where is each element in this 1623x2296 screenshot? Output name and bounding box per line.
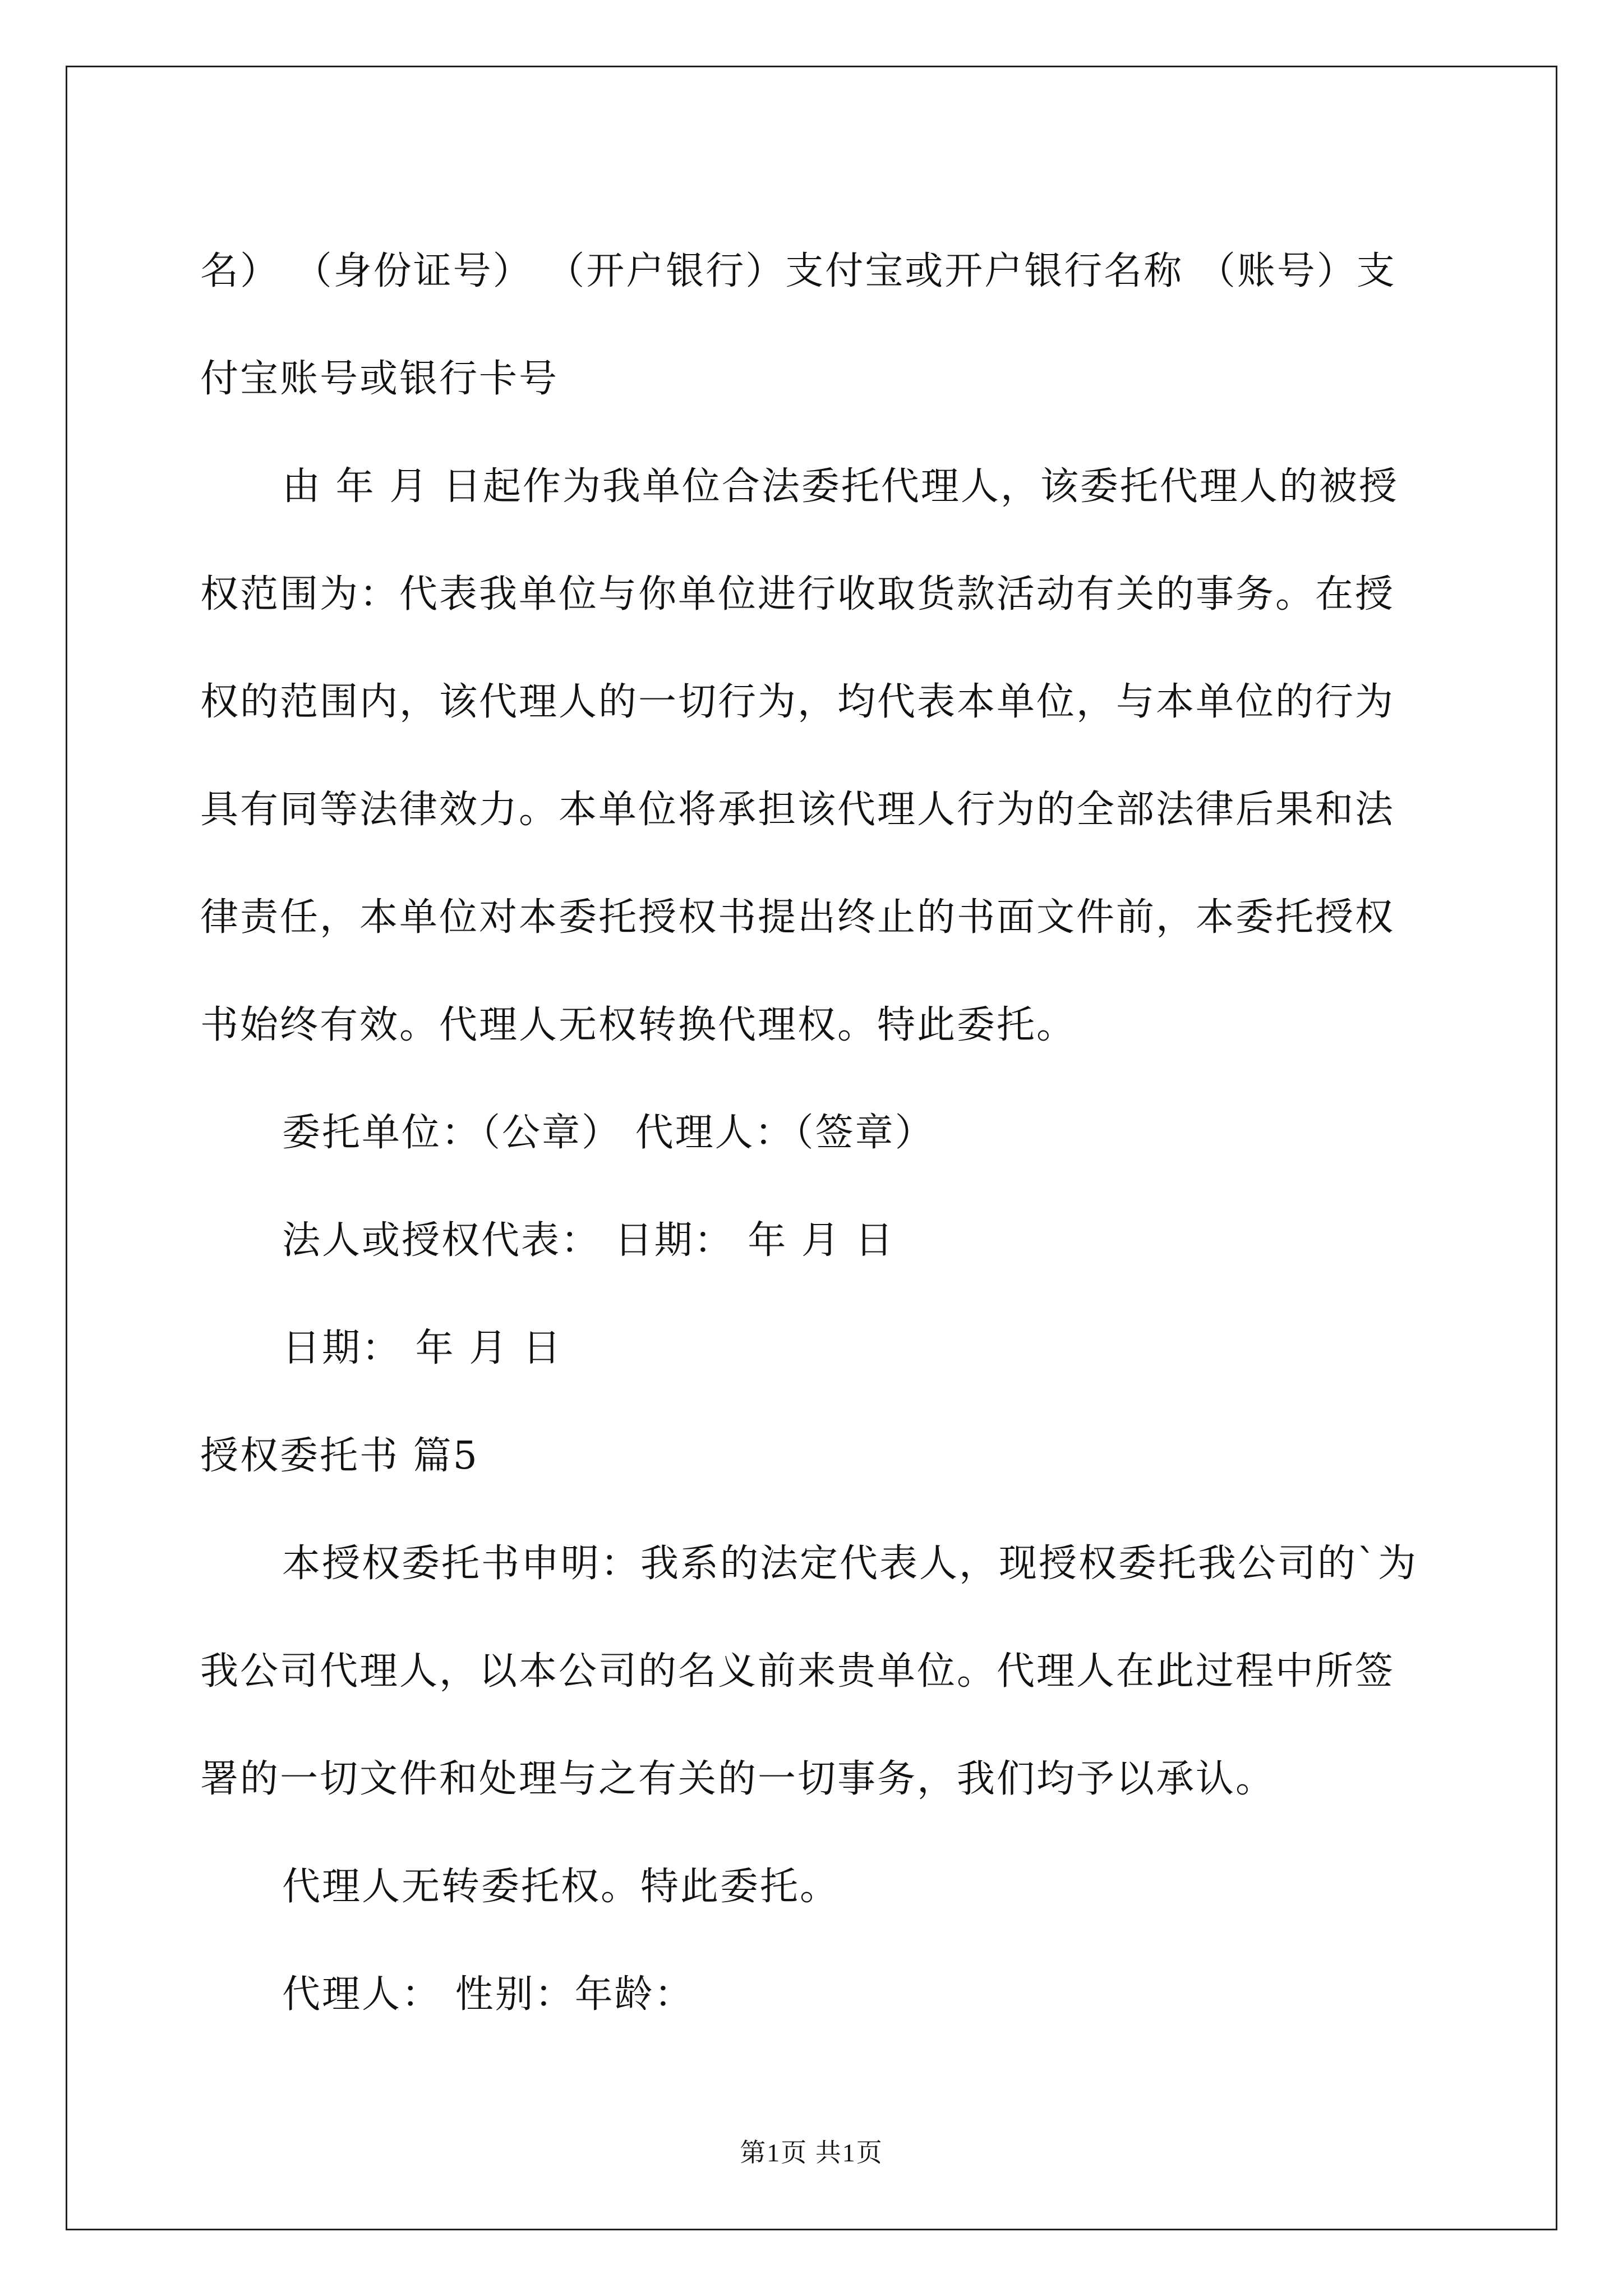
paragraph-signatures: 委托单位：（公章） 代理人：（签章） [282, 1111, 935, 1155]
paragraph-no-subdelegation: 代理人无转委托权。特此委托。 [282, 1865, 840, 1909]
paragraph-account-info: 名） （身份证号） （开户银行）支付宝或开户银行名称 （账号）支付宝账号或银行卡号 [200, 249, 1396, 401]
paragraph-declaration: 本授权委托书申明：我系的法定代表人，现授权委托我公司的`为我公司代理人，以本公司的名义前来贵单位。代理人在此过程中所签署的一切文件和处理与之有关的一切事务，我们均予以承认。 [200, 1542, 1418, 1801]
paragraph-agent-fields: 代理人： 性别：年龄： [282, 1972, 694, 2017]
page-footer: 第1页 共1页 [740, 2138, 883, 2167]
document-body [200, 218, 1434, 2049]
section-heading: 授权委托书 篇5 [200, 1434, 479, 1478]
paragraph-date: 日期： 年 月 日 [282, 1326, 562, 1370]
paragraph-authorization-scope: 由 年 月 日起作为我单位合法委托代理人，该委托代理人的被授权范围为：代表我单位与你单位进行收取货款活动有关的事务。在授权的范围内，该代理人的一切行为，均代表本单位，与本单位的行为具有同等法律效力。本单位将承担该代理人行为的全部法律后果和法律责任，本单位对本委托授权书提出终止的书面文件前，本委托授权书始终有效。代理人无权转换代理权。特此委托。 [200, 464, 1399, 1047]
paragraph-legal-representative-date: 法人或授权代表： 日期： 年 月 日 [282, 1218, 895, 1263]
